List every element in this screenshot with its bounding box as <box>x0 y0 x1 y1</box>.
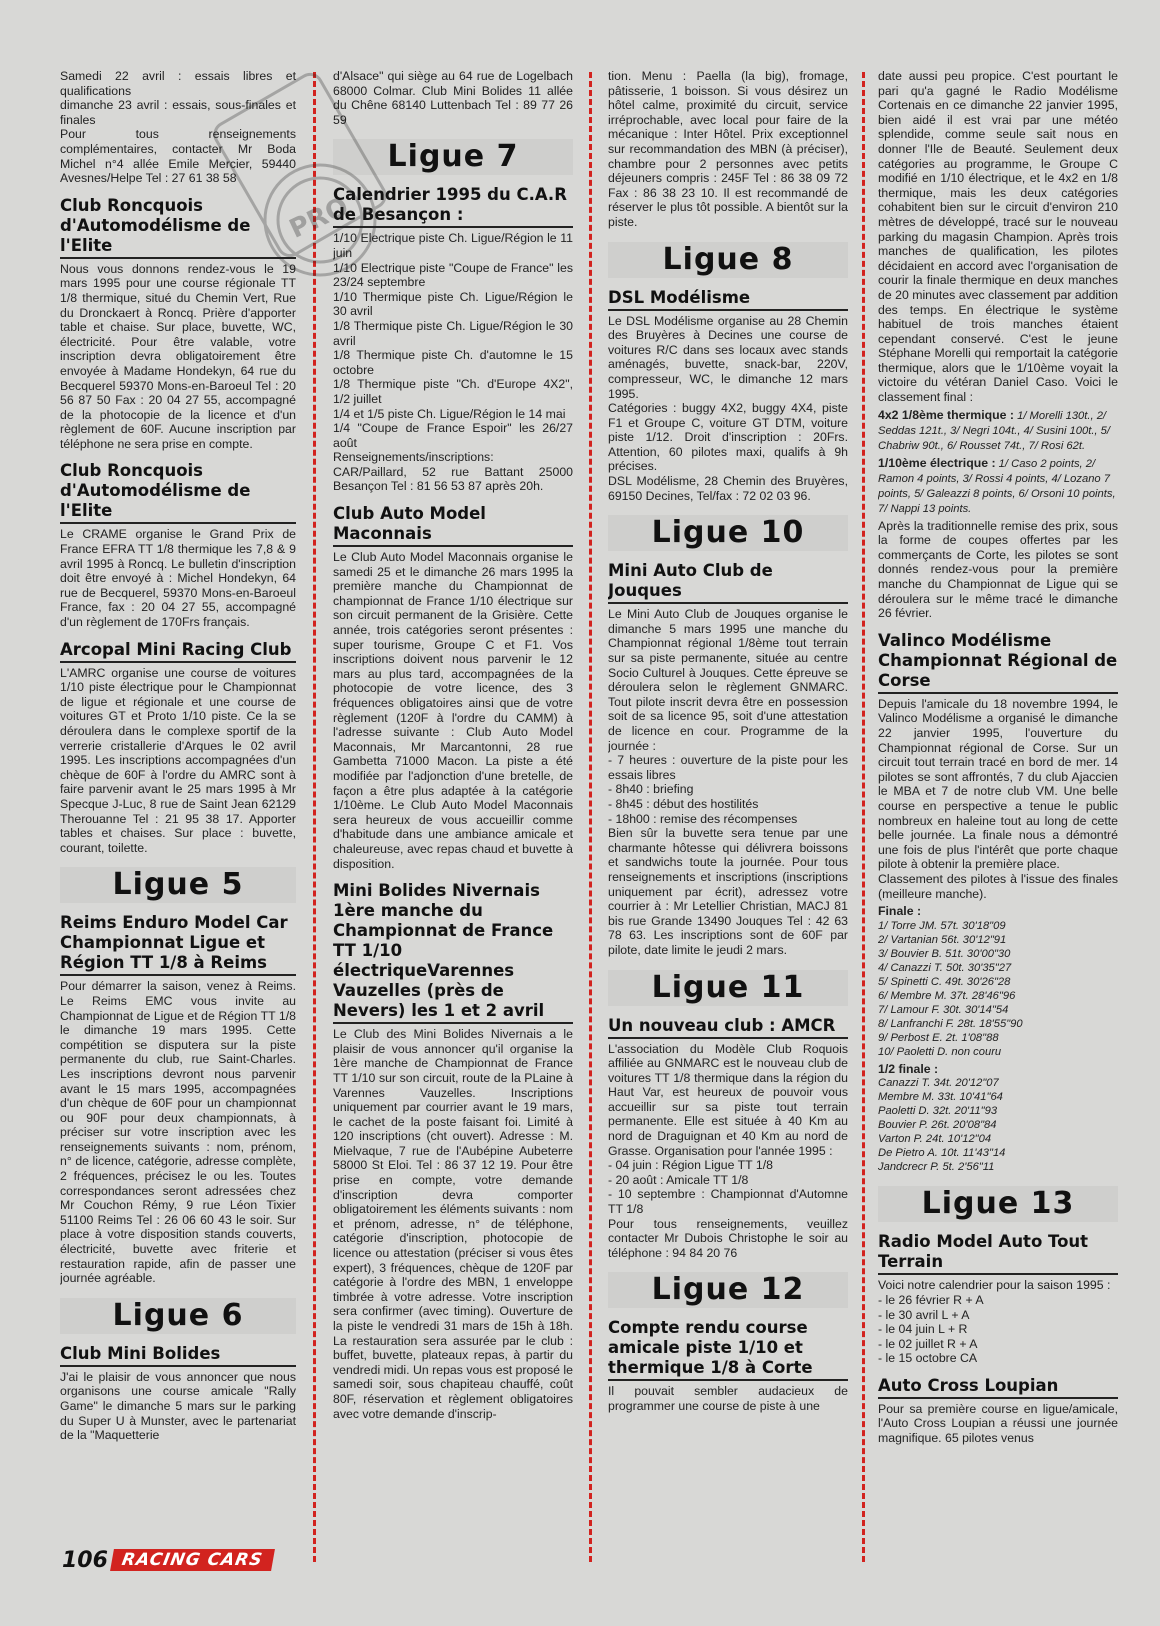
result-entry: Canazzi T. 34t. 20'12"07 <box>878 1077 999 1090</box>
article-heading: Club Auto Model Maconnais <box>333 504 573 547</box>
ligue-section-title: Ligue 10 <box>608 515 848 551</box>
article-body: L'association du Modèle Club Roquois affiliée au GNMARC est le nouveau club de voitures TT 1/8 thermique dans la région du Haut Var, est heureux de pouvoir vous accueillir sur sa piste tout terrain permanente. Elle est située à 40 Km au nord de Draguignan et 40 Km au nord de Grasse. Organisation pour l'année 1995 : - 04 juin : Région Ligue TT 1/8 - 20 août : Amicale TT 1/8 - 10 septembre : Championnat d'Automne TT 1/8 Pour tous renseignements, veuillez contacter Mr Dubois Christophe le soir au téléphone : 94 84 20 76 <box>608 1041 848 1260</box>
ligue-section-title: Ligue 6 <box>60 1298 296 1334</box>
result-line <box>878 408 1118 453</box>
result-entry: 6/ Membre M. 37t. 28'46"96 <box>878 989 1016 1002</box>
article-heading: Valinco Modélisme Championnat Régional de Corse <box>878 631 1118 694</box>
result-entry: 9/ Perbost E. 2t. 1'08"88 <box>878 1031 999 1044</box>
result-entry: Bouvier P. 26t. 20'08"84 <box>878 1119 997 1132</box>
article-body: Le Mini Auto Club de Jouques organise le dimanche 5 mars 1995 une manche du Championnat régional 1/8ème tout terrain sur sa piste permanente, située au centre Socio Culturel à Jouques. Cette épreuve se déroulera selon le règlement GNMARC. Tout pilote inscrit devra être en possession soit de sa licence 95, soit d'une attestation de licence en cour. Programme de la journée : - 7 heures : ouverture de la piste pour les essais libres - 8h40 : briefing - 8h45 : début des hostilités - 18h00 : remise des récompenses Bien sûr la buvette sera tenue par une charmante hôtesse qui délivrera boissons et sandwichs toute la journée. Pour tous renseignements et inscriptions (inscriptions uniquement par écrit), adressez votre courrier à : Mr Letellier Christian, MACJ 81 bis rue Grande 13490 Jouques Tel : 42 63 78 63. Les inscriptions sont de 60F par pilote, date limite le jeudi 2 mars. <box>608 607 848 957</box>
ligue-section-title: Ligue 11 <box>608 970 848 1006</box>
column-separator <box>589 72 592 1562</box>
article-body: d'Alsace" qui siège au 64 rue de Logelbach 68000 Colmar. Club Mini Bolides 11 allée du Chêne 68140 Luttenbach Tel : 89 77 26 59 <box>333 69 573 127</box>
result-entry: Paoletti D. 32t. 20'11"93 <box>878 1105 998 1118</box>
svg-text:PRO: PRO <box>285 191 354 245</box>
article-body: Depuis l'amicale du 18 novembre 1994, le Valinco Modélisme a organisé le dimanche 22 janvier 1995, l'ouverture du Championnat régional de Corse. Sur un circuit tout terrain tracé en bord de mer. 14 pilotes se sont affrontés, 7 du club Ajaccien le MBA et 7 de notre club VM. Une belle course en perspective a tenue le public nombreux en haleine tout au long de cette belle journée. La finale nous a démontré une fois de plus l'intérêt que porte chaque pilote à obtenir la première place. Classement des pilotes à l'issue des finales (meilleure manche). <box>878 696 1118 901</box>
article-heading: Mini Bolides Nivernais 1ère manche du Championnat de France TT 1/10 électriqueVarennes Vauzelles (près de Nevers) les 1 et 2 avril <box>333 881 573 1024</box>
column-separator <box>313 72 316 1562</box>
result-values: 1/ Morelli 130t., 2/ Seddas 121t., 3/ Negri 104t., 4/ Susini 100t., 5/ Chabriw 90t., 6/ Rousset 74t., 7/ Rosi 62t. <box>878 409 1110 452</box>
result-entry: 3/ Bouvier B. 51t. 30'00"30 <box>878 947 1011 960</box>
ligue-section-title: Ligue 5 <box>60 867 296 903</box>
result-list <box>878 904 1118 1059</box>
article-body: Le CRAME organise le Grand Prix de France EFRA TT 1/8 thermique les 7,8 & 9 avril 1995 à Roncq. Le bulletin d'inscription doit être envoyé à : Michel Hondekyn, 64 rue de Becquerel, 59370 Mons-en-Baroeul France, fax : 20 04 27 55, accompagné d'un règlement de 170Frs français. <box>60 527 296 630</box>
result-category: 1/10ème électrique : <box>878 455 996 470</box>
article-body: J'ai le plaisir de vous annoncer que nous organisons une course amicale "Rally Game" le dimanche 5 mars sur le parking du Super U à Munster, avec le partenariat de la "Maquetterie <box>60 1369 296 1443</box>
article-heading: Club Mini Bolides <box>60 1344 296 1367</box>
result-entry: 2/ Vartanian 56t. 30'12"91 <box>878 933 1007 946</box>
result-category: 4x2 1/8ème thermique : <box>878 407 1015 422</box>
column-4 <box>878 66 1118 1540</box>
result-entry: 10/ Paoletti D. non couru <box>878 1045 1002 1058</box>
article-body: Le DSL Modélisme organise au 28 Chemin des Bruyères à Decines une course de voitures R/C dans ses locaux avec stands aménagés, buvette, snack-bar, 220V, compresseur, WC, le dimanche 12 mars 1995. Catégories : buggy 4X2, buggy 4X4, piste F1 et Groupe C, voiture GT DTM, voiture piste 1/12. Droit d'inscription : 20Frs. Attention, 60 pilotes maxi, qualifs à 9h précises. DSL Modélisme, 28 Chemin des Bruyères, 69150 Decines, Tel/fax : 72 02 03 96. <box>608 313 848 503</box>
article-body: tion. Menu : Paella (la big), fromage, pâtisserie, 1 boisson. Si vous désirez un hôtel calme, proximité du circuit, service irréprochable, avec local pour faire de la mécanique : Inter Hôtel. Prix exceptionnel sur recommandation des MBN (à préciser), chambre pour 2 personnes avec petits déjeuners compris : 245F Tel : 86 38 09 72 Fax : 86 38 23 10. Il est recommandé de réserver le plus tôt possible. A bientôt sur la piste. <box>608 69 848 229</box>
result-line <box>878 456 1118 516</box>
article-heading: Auto Cross Loupian <box>878 1376 1118 1399</box>
column-3 <box>608 66 848 1540</box>
article-body: Après la traditionnelle remise des prix, sous la forme de coupes offertes par les commerçants de Corte, les pilotes se sont donnés rendez-vous pour la première manche du Championnat de Ligue qui se déroulera sur le même tracé le dimanche 26 février. <box>878 518 1118 621</box>
magazine-logo: RACING CARS <box>110 1549 274 1571</box>
column-separator <box>862 72 865 1562</box>
article-heading: Arcopal Mini Racing Club <box>60 640 296 663</box>
column-1 <box>60 66 296 1540</box>
ligue-section-title: Ligue 12 <box>608 1272 848 1308</box>
article-heading: Club Roncquois d'Automodélisme de l'Elite <box>60 461 296 524</box>
result-entry: 1/ Torre JM. 57t. 30'18"09 <box>878 919 1006 932</box>
result-values: 1/ Caso 2 points, 2/ Ramon 4 points, 3/ Rossi 4 points, 4/ Lozano 7 points, 5/ Galeazzi 8 points, 6/ Orsoni 10 points, 7/ Nappi 13 points. <box>878 457 1116 515</box>
result-entry: De Pietro A. 10t. 11'43"14 <box>878 1147 1006 1160</box>
article-body: Samedi 22 avril : essais libres et qualifications dimanche 23 avril : essais, sous-finales et finales Pour tous renseignements complémentaires, contacter Mr Boda Michel n°4 allée Emile Mercier, 59440 Avesnes/Helpe Tel : 27 61 38 58 <box>60 69 296 186</box>
result-entry: Varton P. 24t. 10'12"04 <box>878 1133 992 1146</box>
column-2 <box>333 66 573 1540</box>
result-entry: 5/ Spinetti C. 49t. 30'26"28 <box>878 975 1011 988</box>
page-footer <box>62 1548 273 1572</box>
article-body: date aussi peu propice. C'est pourtant le pari qu'a gagné le Radio Modélisme Cortenais en ce dimanche 22 janvier 1995, bien aidé il est vrai par une météo splendide, comme seule sait nous en donner l'Ile de Beauté. Seulement deux catégories au programme, le Groupe C modifié en 1/10 électrique, et le 4x2 en 1/8 thermique, mais les deux catégories cohabitent bien sur le circuit d'environ 210 mètres de développé, tracé sur le nouveau parking du magasin Champion. Après trois manches de qualification, les pilotes décidaient en accord avec l'organisation de courir la finale thermique en deux manches de 20 minutes avec classement par addition des temps. En électrique le système habituel de trois manches étaient cependant conservé. C'est le jeune Stéphane Morelli qui remportait la catégorie thermique, alors que le 1/10ème voyait la victoire du vétéran Daniel Caso. Voici le classement final : <box>878 69 1118 405</box>
ligue-section-title: Ligue 8 <box>608 242 848 278</box>
page-number: 106 <box>62 1547 108 1573</box>
result-list <box>878 1062 1118 1175</box>
article-heading: Mini Auto Club de Jouques <box>608 561 848 604</box>
ligue-section-title: Ligue 13 <box>878 1186 1118 1222</box>
article-body: Nous vous donnons rendez-vous le 19 mars 1995 pour une course régionale TT 1/8 thermique, situé du Chemin Vert, Rue du Dronckaert à Roncq. Prière d'apporter table et chaise. Sur place, buvette, WC, électricité. Pour être valable, votre inscription devra obligatoirement être envoyée à Madame Hondekyn, 64 rue du Becquerel 59370 Mons-en-Baroeul Tel : 20 56 87 50 Fax : 20 04 27 55, accompagné de la photocopie de la licence et d'un règlement de 60F. Aucune inscription par téléphone ne sera prise en compte. <box>60 261 296 451</box>
result-entry: 4/ Canazzi T. 50t. 30'35"27 <box>878 961 1012 974</box>
article-body: Pour sa première course en ligue/amicale, l'Auto Cross Loupian a réussi une journée magnifique. 65 pilotes venus <box>878 1401 1118 1446</box>
article-body: Le Club des Mini Bolides Nivernais a le plaisir de vous annoncer qu'il organise la 1ère manche de Championnat de France TT 1/10 sur son circuit, route de la PLaine à Varennes Vauzelles. Inscriptions uniquement par courrier avant le 19 mars, le cachet de la poste faisant foi. Limité à 120 inscriptions (cht ouvert). Adresse : M. Mielvaque, 7 rue de l'Aubépine Aubeterre 58000 St Eloi. Tel : 86 37 12 19. Pour être prise en compte, votre demande d'inscription devra comporter obligatoirement les éléments suivants : nom et prénom, adresse, n° de téléphone, catégorie d'inscription, photocopie de licence ou attestation (préciser si vous êtes expert), 3 fréquences, chèque de 120F par catégorie à l'ordre des MBN, 1 enveloppe timbrée à votre adresse. Votre inscription sera confirmer (avec timing). Ouverture de la piste le vendredi 31 mars de 15h à 18h. La restauration sera assurée par le club : buffet, buvette, plateaux repas, à partir du vendredi midi. Un repas vous est proposé le samedi soir, sous chapiteau chauffé, coût 80F, réservation et règlement obligatoires avec votre demande d'inscrip- <box>333 1027 573 1421</box>
ligue-section-title: Ligue 7 <box>333 139 573 175</box>
article-body: Pour démarrer la saison, venez à Reims. Le Reims EMC vous invite au Championnat de Ligue et de Région TT 1/8 le dimanche 19 mars 1995. Cette compétition se disputera sur la piste permanente du club, rue Saint-Charles. Les inscriptions devront nous parvenir avant le 15 mars 1995, accompagnées d'un chèque de 60F pour un championnat ou 90F pour deux championnats, à préciser sur votre inscription avec les renseignements suivants : nom, prénom, n° de licence, catégorie, adresse complète, 2 fréquences, précisez le ou les. Toutes correspondances seront adressées chez Mr Couchon Rémy, 9 rue Léon Tixier 51100 Reims Tel : 26 06 60 43 le soir. Sur place à votre disposition stands couverts, électricité, buvette avec friterie et restauration rapide, afin de passer une journée agréable. <box>60 979 296 1286</box>
article-heading: DSL Modélisme <box>608 288 848 311</box>
result-entry: 7/ Lamour F. 30t. 30'14"54 <box>878 1003 1009 1016</box>
article-heading: Radio Model Auto Tout Terrain <box>878 1232 1118 1275</box>
result-entry: 8/ Lanfranchi F. 28t. 18'55"90 <box>878 1017 1023 1030</box>
article-body: Il pouvait sembler audacieux de programmer une course de piste à une <box>608 1384 848 1413</box>
article-heading: Un nouveau club : AMCR <box>608 1016 848 1039</box>
article-body: 1/10 Electrique piste Ch. Ligue/Région le 11 juin 1/10 Electrique piste "Coupe de France" les 23/24 septembre 1/10 Thermique piste Ch. Ligue/Région le 30 avril 1/8 Thermique piste Ch. Ligue/Région le 30 avril 1/8 Thermique piste Ch. d'automne le 15 octobre 1/8 Thermique piste "Ch. d'Europe 4X2", 1/2 juillet 1/4 et 1/5 piste Ch. Ligue/Région le 14 mai 1/4 "Coupe de France Espoir" les 26/27 août Renseignements/inscriptions: CAR/Paillard, 52 rue Battant 25000 Besançon Tel : 81 56 53 87 après 20h. <box>333 231 573 494</box>
article-body: Voici notre calendrier pour la saison 1995 : - le 26 février R + A - le 30 avril L + A - le 04 juin L + R - le 02 juillet R + A - le 15 octobre CA <box>878 1278 1111 1366</box>
article-heading: Reims Enduro Model Car Championnat Ligue et Région TT 1/8 à Reims <box>60 913 296 976</box>
article-heading: Compte rendu course amicale piste 1/10 et thermique 1/8 à Corte <box>608 1318 848 1381</box>
article-body: L'AMRC organise une course de voitures 1/10 piste électrique pour le Championnat de ligue et régionale et une course de voitures GT et Proto 1/10 piste. Ce la se déroulera dans le complexe sportif de la verrerie cristallerie d'Arques le 02 avril 1995. Les inscriptions accompagnées d'un chèque de 60F à l'ordre du AMRC sont à faire parvenir avant le 25 mars 1995 à Mr Specque J-Luc, 8 rue de Saint Jean 62129 Therouanne Tel : 21 95 38 17. Apporter tables et chaises. Sur place : buvette, courant, toilette. <box>60 665 296 855</box>
result-list-title: Finale : <box>878 904 922 919</box>
article-body: Le Club Auto Model Maconnais organise le samedi 25 et le dimanche 26 mars 1995 la première manche du Championnat de championnat de France 1/10 électrique sur son circuit permanent de la Grisière. Cette année, trois catégories seront présentes : super tourisme, Groupe C et F1. Vos inscriptions doivent nous parvenir le 12 mars au plus tard, accompagnées de la photocopie de votre licence, des 3 fréquences obligatoires ainsi que de votre règlement (120F à l'ordre du CAMM) à l'adresse suivante : Club Auto Model Maconnais, Mr Marcantonni, 28 rue Gambetta 71000 Macon. La piste a été modifiée par l'adjonction d'une bretelle, de façon a être plus adaptée à la catégorie 1/10ème. Le Club Auto Model Maconnais sera heureux de vous accueillir comme d'habitude dans une ambiance amicale et chaleureuse, avec repas chaud et buvette à disposition. <box>333 550 573 871</box>
result-entry: Jandcrecr P. 5t. 2'56"11 <box>878 1161 995 1174</box>
article-heading: Calendrier 1995 du C.A.R de Besançon : <box>333 185 573 228</box>
result-list-title: 1/2 finale : <box>878 1061 939 1076</box>
result-entry: Membre M. 33t. 10'41"64 <box>878 1091 1003 1104</box>
article-heading: Club Roncquois d'Automodélisme de l'Elite <box>60 196 296 259</box>
